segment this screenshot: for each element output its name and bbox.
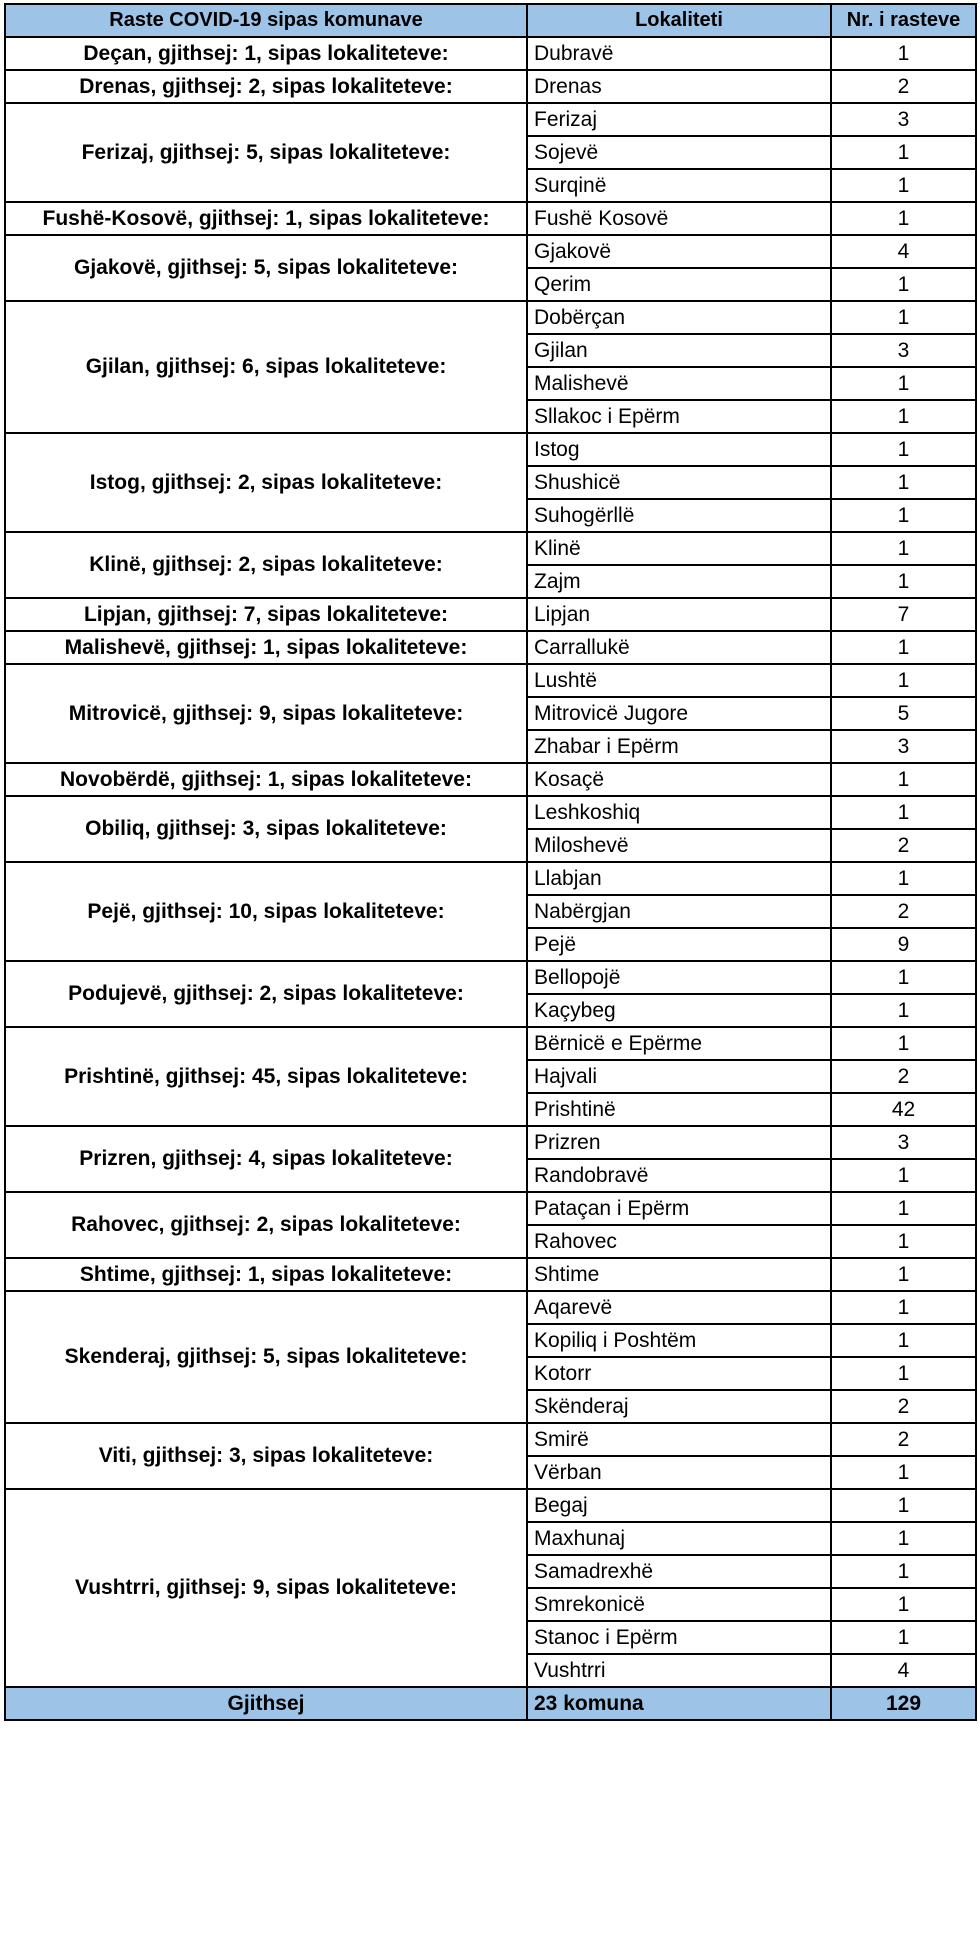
case-count-cell: 42: [831, 1093, 976, 1126]
locality-cell: Skënderaj: [527, 1390, 831, 1423]
municipality-cell: Ferizaj, gjithsej: 5, sipas lokaliteteve:: [5, 103, 527, 202]
total-cases: 129: [831, 1687, 976, 1720]
municipality-cell: Malishevë, gjithsej: 1, sipas lokaliteteve:: [5, 631, 527, 664]
locality-cell: Pataçan i Epërm: [527, 1192, 831, 1225]
case-count-cell: 5: [831, 697, 976, 730]
municipality-cell: Gjakovë, gjithsej: 5, sipas lokaliteteve:: [5, 235, 527, 301]
table-row: [5, 235, 976, 268]
municipality-cell: Obiliq, gjithsej: 3, sipas lokaliteteve:: [5, 796, 527, 862]
locality-cell: Smirë: [527, 1423, 831, 1456]
locality-cell: Zajm: [527, 565, 831, 598]
table-row: [5, 598, 976, 631]
case-count-cell: 1: [831, 400, 976, 433]
locality-cell: Llabjan: [527, 862, 831, 895]
table-row: [5, 796, 976, 829]
municipality-cell: Vushtrri, gjithsej: 9, sipas lokaliteteve:: [5, 1489, 527, 1687]
locality-cell: Begaj: [527, 1489, 831, 1522]
locality-cell: Ferizaj: [527, 103, 831, 136]
locality-cell: Hajvali: [527, 1060, 831, 1093]
municipality-cell: Viti, gjithsej: 3, sipas lokaliteteve:: [5, 1423, 527, 1489]
table-row: [5, 532, 976, 565]
locality-cell: Nabërgjan: [527, 895, 831, 928]
case-count-cell: 1: [831, 202, 976, 235]
case-count-cell: 1: [831, 1456, 976, 1489]
locality-cell: Kopiliq i Poshtëm: [527, 1324, 831, 1357]
total-label: Gjithsej: [5, 1687, 527, 1720]
locality-cell: Kosaçë: [527, 763, 831, 796]
case-count-cell: 1: [831, 796, 976, 829]
case-count-cell: 1: [831, 961, 976, 994]
locality-cell: Lushtë: [527, 664, 831, 697]
locality-cell: Prizren: [527, 1126, 831, 1159]
case-count-cell: 1: [831, 499, 976, 532]
case-count-cell: 1: [831, 664, 976, 697]
table-row: [5, 664, 976, 697]
locality-cell: Surqinë: [527, 169, 831, 202]
locality-cell: Sllakoc i Epërm: [527, 400, 831, 433]
case-count-cell: 1: [831, 1357, 976, 1390]
municipality-cell: Drenas, gjithsej: 2, sipas lokaliteteve:: [5, 70, 527, 103]
municipality-cell: Mitrovicë, gjithsej: 9, sipas lokaliteteve:: [5, 664, 527, 763]
case-count-cell: 1: [831, 862, 976, 895]
case-count-cell: 1: [831, 1027, 976, 1060]
case-count-cell: 1: [831, 994, 976, 1027]
case-count-cell: 1: [831, 268, 976, 301]
locality-cell: Vushtrri: [527, 1654, 831, 1687]
case-count-cell: 1: [831, 631, 976, 664]
table-row: [5, 103, 976, 136]
table-row: [5, 1258, 976, 1291]
municipality-cell: Podujevë, gjithsej: 2, sipas lokaliteteve:: [5, 961, 527, 1027]
case-count-cell: 2: [831, 895, 976, 928]
table-row: [5, 1192, 976, 1225]
table-row: [5, 1027, 976, 1060]
locality-cell: Drenas: [527, 70, 831, 103]
case-count-cell: 1: [831, 1621, 976, 1654]
municipality-cell: Novobërdë, gjithsej: 1, sipas lokaliteteve:: [5, 763, 527, 796]
locality-cell: Rahovec: [527, 1225, 831, 1258]
locality-cell: Lipjan: [527, 598, 831, 631]
municipality-cell: Deçan, gjithsej: 1, sipas lokaliteteve:: [5, 37, 527, 70]
case-count-cell: 1: [831, 763, 976, 796]
municipality-cell: Pejë, gjithsej: 10, sipas lokaliteteve:: [5, 862, 527, 961]
municipality-cell: Gjilan, gjithsej: 6, sipas lokaliteteve:: [5, 301, 527, 433]
table-row: [5, 1489, 976, 1522]
case-count-cell: 1: [831, 1192, 976, 1225]
total-row: [5, 1687, 976, 1720]
case-count-cell: 1: [831, 532, 976, 565]
municipality-cell: Fushë-Kosovë, gjithsej: 1, sipas lokaliteteve:: [5, 202, 527, 235]
locality-cell: Kaçybeg: [527, 994, 831, 1027]
header-locality: Lokaliteti: [527, 4, 831, 37]
locality-cell: Kotorr: [527, 1357, 831, 1390]
locality-cell: Sojevë: [527, 136, 831, 169]
locality-cell: Carrallukë: [527, 631, 831, 664]
case-count-cell: 7: [831, 598, 976, 631]
case-count-cell: 1: [831, 1159, 976, 1192]
case-count-cell: 1: [831, 1588, 976, 1621]
total-municipalities: 23 komuna: [527, 1687, 831, 1720]
case-count-cell: 1: [831, 1258, 976, 1291]
municipality-cell: Klinë, gjithsej: 2, sipas lokaliteteve:: [5, 532, 527, 598]
case-count-cell: 1: [831, 1291, 976, 1324]
locality-cell: Aqarevë: [527, 1291, 831, 1324]
locality-cell: Randobravë: [527, 1159, 831, 1192]
case-count-cell: 2: [831, 1390, 976, 1423]
case-count-cell: 3: [831, 103, 976, 136]
case-count-cell: 1: [831, 565, 976, 598]
case-count-cell: 1: [831, 433, 976, 466]
locality-cell: Maxhunaj: [527, 1522, 831, 1555]
locality-cell: Miloshevë: [527, 829, 831, 862]
case-count-cell: 9: [831, 928, 976, 961]
municipality-cell: Istog, gjithsej: 2, sipas lokaliteteve:: [5, 433, 527, 532]
table-row: [5, 961, 976, 994]
case-count-cell: 1: [831, 466, 976, 499]
case-count-cell: 1: [831, 1555, 976, 1588]
case-count-cell: 2: [831, 1423, 976, 1456]
case-count-cell: 2: [831, 1060, 976, 1093]
table-row: [5, 1423, 976, 1456]
covid-cases-table: [4, 3, 977, 1721]
locality-cell: Zhabar i Epërm: [527, 730, 831, 763]
case-count-cell: 1: [831, 136, 976, 169]
locality-cell: Prishtinë: [527, 1093, 831, 1126]
case-count-cell: 1: [831, 1522, 976, 1555]
locality-cell: Klinë: [527, 532, 831, 565]
locality-cell: Shtime: [527, 1258, 831, 1291]
table-row: [5, 1126, 976, 1159]
case-count-cell: 2: [831, 829, 976, 862]
case-count-cell: 3: [831, 730, 976, 763]
table-row: [5, 37, 976, 70]
covid-cases-table-sheet: [4, 3, 975, 1721]
case-count-cell: 3: [831, 334, 976, 367]
locality-cell: Vërban: [527, 1456, 831, 1489]
locality-cell: Stanoc i Epërm: [527, 1621, 831, 1654]
locality-cell: Istog: [527, 433, 831, 466]
case-count-cell: 4: [831, 1654, 976, 1687]
case-count-cell: 1: [831, 367, 976, 400]
locality-cell: Suhogërllë: [527, 499, 831, 532]
table-row: [5, 70, 976, 103]
municipality-cell: Prizren, gjithsej: 4, sipas lokaliteteve:: [5, 1126, 527, 1192]
locality-cell: Samadrexhë: [527, 1555, 831, 1588]
table-row: [5, 862, 976, 895]
locality-cell: Shushicë: [527, 466, 831, 499]
table-row: [5, 433, 976, 466]
locality-cell: Leshkoshiq: [527, 796, 831, 829]
header-municipality: Raste COVID-19 sipas komunave: [5, 4, 527, 37]
table-row: [5, 1291, 976, 1324]
table-row: [5, 301, 976, 334]
locality-cell: Gjilan: [527, 334, 831, 367]
locality-cell: Fushë Kosovë: [527, 202, 831, 235]
case-count-cell: 4: [831, 235, 976, 268]
municipality-cell: Prishtinë, gjithsej: 45, sipas lokaliteteve:: [5, 1027, 527, 1126]
municipality-cell: Lipjan, gjithsej: 7, sipas lokaliteteve:: [5, 598, 527, 631]
case-count-cell: 1: [831, 1225, 976, 1258]
case-count-cell: 1: [831, 1324, 976, 1357]
header-row: [5, 4, 976, 37]
locality-cell: Bellopojë: [527, 961, 831, 994]
locality-cell: Dubravë: [527, 37, 831, 70]
locality-cell: Pejë: [527, 928, 831, 961]
case-count-cell: 1: [831, 37, 976, 70]
case-count-cell: 1: [831, 169, 976, 202]
locality-cell: Malishevë: [527, 367, 831, 400]
case-count-cell: 3: [831, 1126, 976, 1159]
locality-cell: Bërnicë e Epërme: [527, 1027, 831, 1060]
locality-cell: Qerim: [527, 268, 831, 301]
table-row: [5, 631, 976, 664]
table-body: [5, 37, 976, 1687]
table-row: [5, 202, 976, 235]
municipality-cell: Shtime, gjithsej: 1, sipas lokaliteteve:: [5, 1258, 527, 1291]
municipality-cell: Rahovec, gjithsej: 2, sipas lokaliteteve:: [5, 1192, 527, 1258]
case-count-cell: 2: [831, 70, 976, 103]
municipality-cell: Skenderaj, gjithsej: 5, sipas lokaliteteve:: [5, 1291, 527, 1423]
locality-cell: Dobërçan: [527, 301, 831, 334]
locality-cell: Smrekonicë: [527, 1588, 831, 1621]
case-count-cell: 1: [831, 1489, 976, 1522]
header-count: Nr. i rasteve: [831, 4, 976, 37]
locality-cell: Mitrovicë Jugore: [527, 697, 831, 730]
case-count-cell: 1: [831, 301, 976, 334]
locality-cell: Gjakovë: [527, 235, 831, 268]
table-row: [5, 763, 976, 796]
